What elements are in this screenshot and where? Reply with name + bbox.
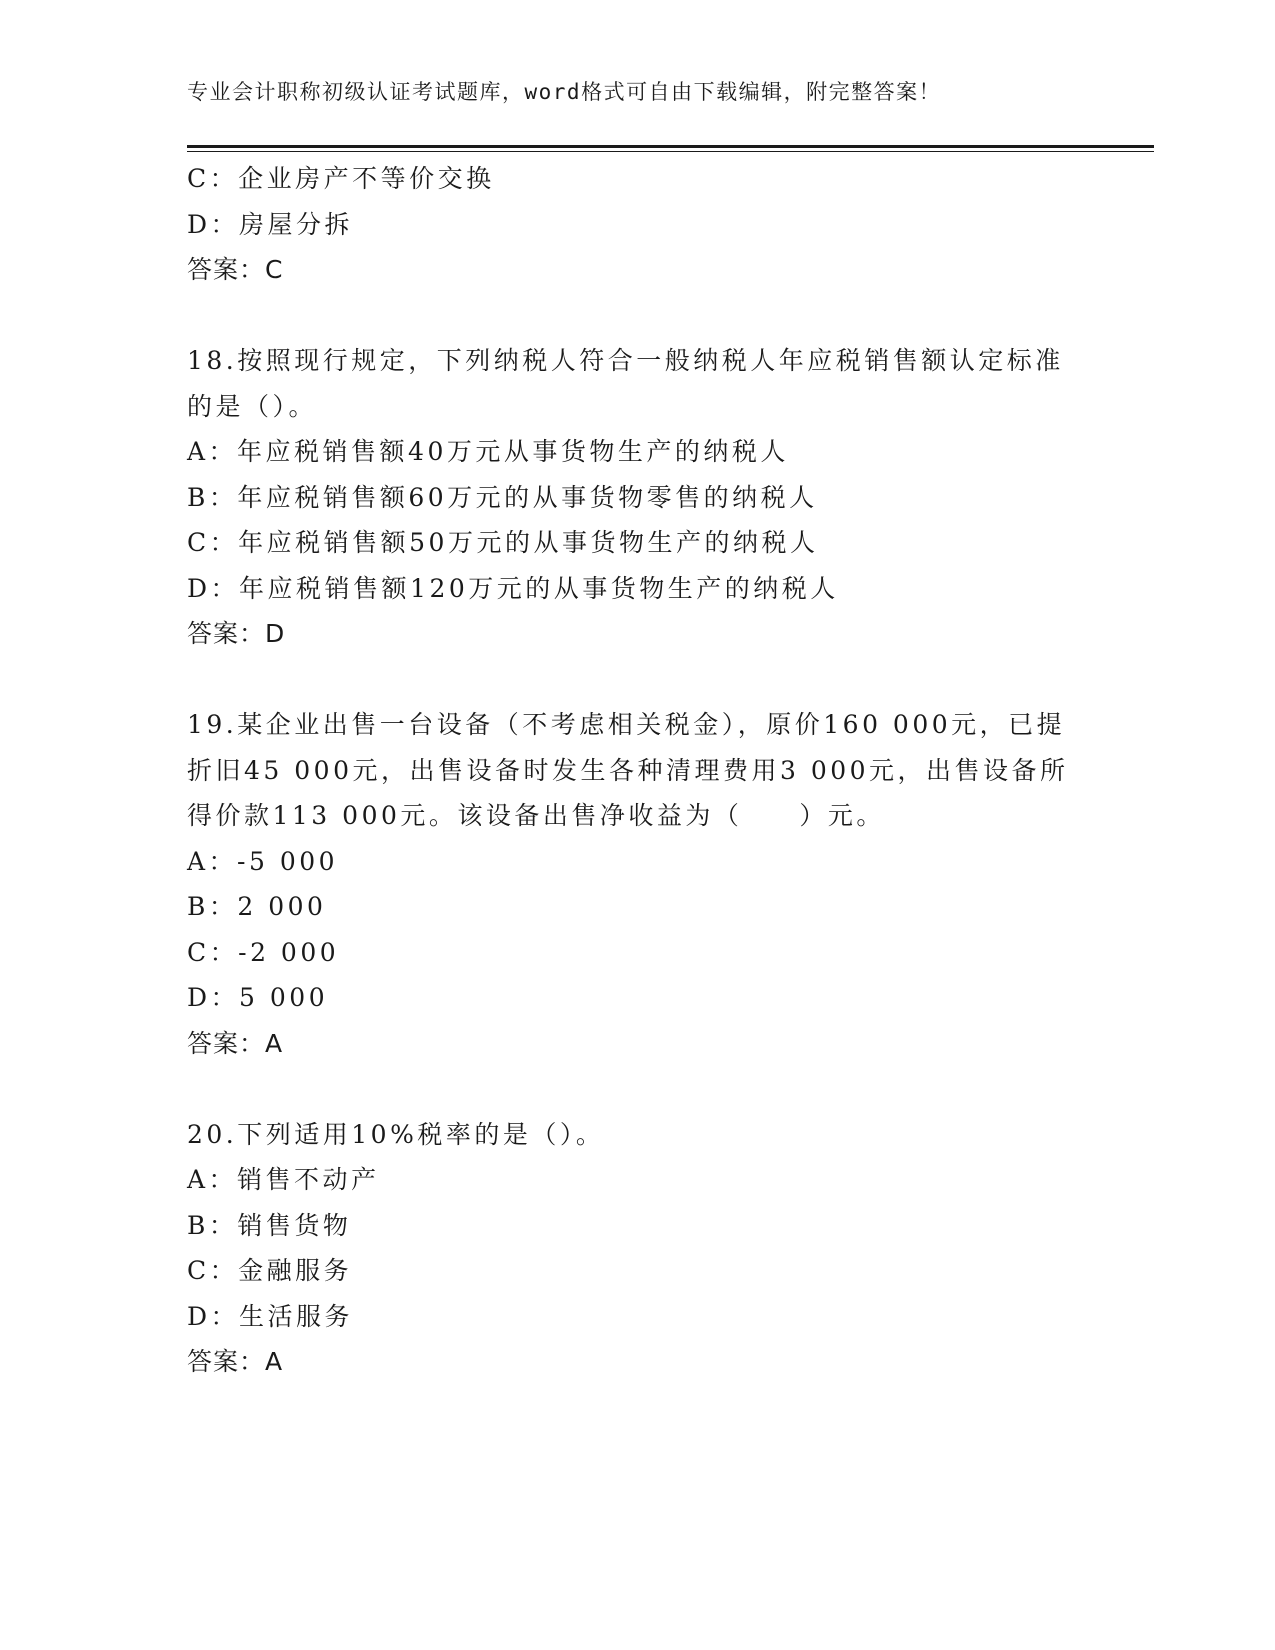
- option-c: C：企业房产不等价交换: [187, 164, 495, 193]
- question-block: [187, 156, 1087, 293]
- option-c: C：金融服务: [187, 1256, 353, 1285]
- question-block: [187, 702, 1087, 1066]
- spacer: [187, 293, 1087, 339]
- option-a: A：-5 000: [187, 846, 339, 876]
- question-block: [187, 338, 1087, 657]
- question-stem: 19.某企业出售一台设备（不考虑相关税金），原价160 000元，已提: [187, 710, 1066, 739]
- option-c: C：-2 000: [187, 937, 340, 967]
- question-stem: 的是（）。: [187, 391, 318, 421]
- question-stem: 得价款113 000元。该设备出售净收益为（ ）元。: [187, 801, 885, 830]
- option-b: B：年应税销售额60万元的从事货物零售的纳税人: [187, 482, 818, 512]
- question-stem: 折旧45 000元，出售设备时发生各种清理费用3 000元，出售设备所: [187, 755, 1069, 785]
- question-stem: 18.按照现行规定，下列纳税人符合一般纳税人年应税销售额认定标准: [187, 346, 1064, 375]
- option-d: D：5 000: [187, 983, 329, 1012]
- spacer: [187, 1066, 1087, 1112]
- question-stem: 20.下列适用10%税率的是（）。: [187, 1119, 605, 1149]
- header-rule-thin: [187, 151, 1154, 152]
- answer: 答案：A: [187, 1028, 284, 1058]
- option-d: D：年应税销售额120万元的从事货物生产的纳税人: [187, 573, 839, 603]
- answer: 答案：D: [187, 619, 286, 648]
- question-block: [187, 1112, 1087, 1385]
- answer: 答案：A: [187, 1347, 284, 1376]
- page-header: 专业会计职称初级认证考试题库，word格式可自由下载编辑，附完整答案！: [187, 80, 942, 104]
- option-c: C：年应税销售额50万元的从事货物生产的纳税人: [187, 528, 819, 557]
- option-b: B：销售货物: [187, 1210, 352, 1240]
- option-d: D：房屋分拆: [187, 209, 354, 239]
- option-d: D：生活服务: [187, 1301, 354, 1331]
- answer: 答案：C: [187, 255, 284, 284]
- spacer: [187, 657, 1087, 703]
- header-rule-thick: [187, 145, 1154, 148]
- question-list: [187, 156, 1087, 1385]
- option-b: B：2 000: [187, 892, 327, 921]
- option-a: A：年应税销售额40万元从事货物生产的纳税人: [187, 437, 789, 466]
- option-a: A：销售不动产: [187, 1165, 380, 1194]
